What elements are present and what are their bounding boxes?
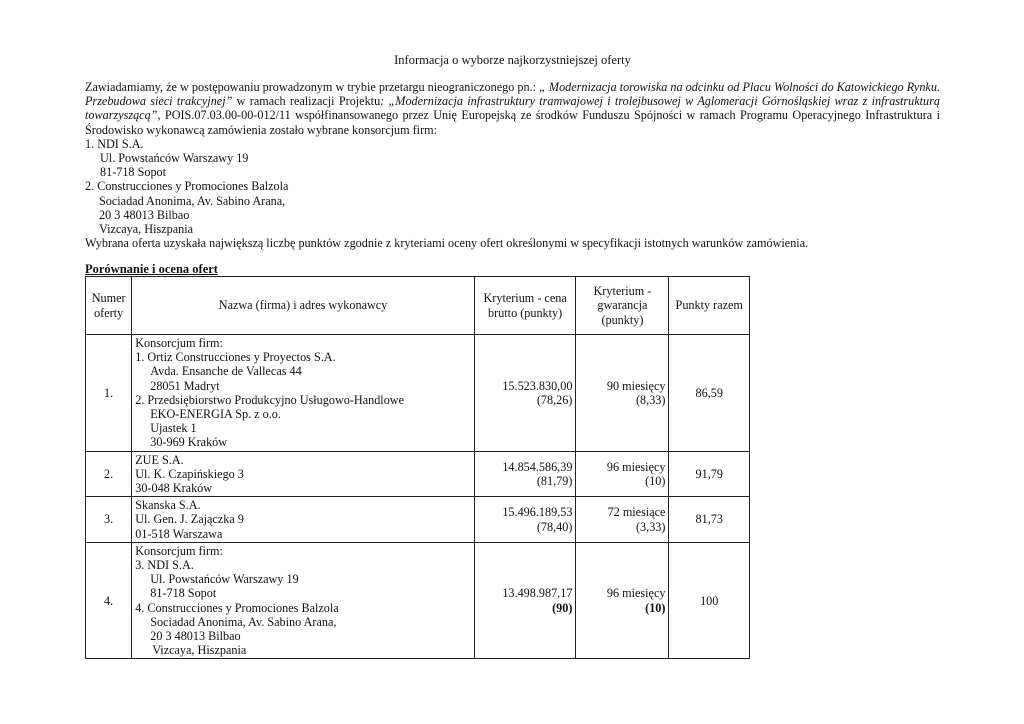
warranty-cell bbox=[576, 542, 669, 659]
price-cell bbox=[474, 542, 576, 659]
price-value: 14.854.586,39 bbox=[502, 459, 573, 474]
warranty-cell bbox=[576, 497, 669, 543]
total-points: 86,59 bbox=[669, 335, 750, 452]
table-row bbox=[86, 451, 750, 497]
winner-line: Ul. Powstańców Warszawy 19 bbox=[100, 151, 249, 166]
intro-project-name: „ Modernizacja torowiska na odcinku od Placu Wolności do Katowickiego Rynku. Przebudowa sieci trakcyjnej” bbox=[85, 80, 940, 109]
intro-tail: , POIS.07.03.00-00-012/11 współfinansowanego przez Unię Europejską ze środków Funduszu Spójności w ramach Programu Operacyjnego Infrastruktura i Środowisko wykonawcą zamówienia zostało wybrane konsorcjum firm: bbox=[85, 108, 940, 137]
document-title: Informacja o wyborze najkorzystniejszej oferty bbox=[394, 53, 631, 67]
winner-line: 1. NDI S.A. bbox=[85, 136, 144, 151]
offer-number: 1. bbox=[86, 335, 132, 452]
price-cell bbox=[474, 497, 576, 543]
intro-program-name: : „Modernizacja infrastruktury tramwajowej i trolejbusowej w Aglomeracji Górnośląskiej wraz z infrastrukturą towarzyszącą” bbox=[85, 94, 940, 123]
header-offer-number: Numer oferty bbox=[86, 277, 132, 335]
total-points: 81,73 bbox=[669, 497, 750, 543]
price-value: 13.498.987,17 bbox=[502, 586, 573, 601]
contractor-line: Konsorcjum firm: bbox=[135, 336, 223, 350]
intro-closing: Wybrana oferta uzyskała największą liczbę punktów zgodnie z kryteriami oceny ofert określonymi w specyfikacji istotnych warunków zamówienia. bbox=[85, 236, 809, 251]
contractor-line: 30-048 Kraków bbox=[135, 481, 213, 496]
winner-line: Vizcaya, Hiszpania bbox=[99, 222, 194, 237]
winner-line: 81-718 Sopot bbox=[100, 165, 167, 180]
table-row bbox=[86, 335, 750, 452]
warranty-cell bbox=[576, 335, 669, 452]
intro-paragraph bbox=[85, 80, 940, 137]
contractor-line: 4. Construcciones y Promociones Balzola bbox=[135, 600, 339, 615]
header-price-criterion: Kryterium - cena brutto (punkty) bbox=[474, 277, 576, 335]
warranty-points: (3,33) bbox=[636, 519, 666, 534]
contractor-line: Ul. Gen. J. Zajączka 9 bbox=[135, 512, 244, 527]
price-points: (78,26) bbox=[536, 392, 573, 407]
header-warranty-criterion: Kryterium - gwarancja (punkty) bbox=[576, 277, 669, 335]
warranty-value: 90 miesięcy bbox=[606, 378, 666, 393]
offers-comparison-table bbox=[85, 276, 750, 659]
table-header-row bbox=[86, 277, 750, 335]
intro-lead: Zawiadamiamy, że w postępowaniu prowadzonym w trybie przetargu nieograniczonego pn.: bbox=[85, 80, 540, 94]
total-points: 91,79 bbox=[669, 451, 750, 497]
contractor-line: 2. Przedsiębiorstwo Produkcyjno Usługowo-Handlowe bbox=[135, 392, 405, 407]
contractor-line: 3. NDI S.A. bbox=[135, 558, 194, 573]
contractor-line: Ul. K. Czapińskiego 3 bbox=[135, 466, 244, 481]
table-row bbox=[86, 542, 750, 659]
contractor-line: Avda. Ensanche de Vallecas 44 bbox=[150, 364, 302, 379]
contractor-line: 01-518 Warszawa bbox=[135, 526, 223, 541]
contractor-line: Ul. Powstańców Warszawy 19 bbox=[150, 572, 299, 587]
warranty-value: 96 miesięcy bbox=[606, 586, 666, 601]
warranty-value: 96 miesięcy bbox=[606, 459, 666, 474]
contractor-cell bbox=[132, 451, 475, 497]
section-title: Porównanie i ocena ofert bbox=[85, 262, 218, 276]
warranty-points: (8,33) bbox=[636, 392, 666, 407]
price-points: (81,79) bbox=[536, 473, 573, 488]
warranty-value: 72 miesiące bbox=[607, 505, 666, 520]
intro-block bbox=[85, 80, 940, 250]
contractor-line: Konsorcjum firm: bbox=[135, 543, 223, 558]
warranty-cell bbox=[576, 451, 669, 497]
price-value: 15.523.830,00 bbox=[502, 378, 573, 393]
winner-line: 2. Construcciones y Promociones Balzola bbox=[85, 179, 289, 194]
contractor-line: 20 3 48013 Bilbao bbox=[150, 629, 241, 644]
warranty-points: (10) bbox=[645, 473, 666, 488]
warranty-points: (10) bbox=[645, 600, 666, 615]
contractor-line: 30-969 Kraków bbox=[150, 435, 228, 450]
intro-mid: w ramach realizacji Projektu bbox=[232, 94, 381, 109]
contractor-line: ZUE S.A. bbox=[135, 452, 184, 467]
contractor-line: Ujastek 1 bbox=[150, 421, 197, 436]
table-row bbox=[86, 497, 750, 543]
offer-number: 3. bbox=[86, 497, 132, 543]
winner-line: 20 3 48013 Bilbao bbox=[99, 207, 190, 222]
contractor-cell bbox=[132, 497, 475, 543]
price-points: (90) bbox=[552, 600, 573, 615]
contractor-line: Skanska S.A. bbox=[135, 498, 201, 513]
price-value: 15.496.189,53 bbox=[502, 505, 573, 520]
winner-line: Sociadad Anonima, Av. Sabino Arana, bbox=[99, 193, 286, 208]
price-cell bbox=[474, 451, 576, 497]
contractor-line: 1. Ortiz Construcciones y Proyectos S.A. bbox=[135, 350, 336, 365]
contractor-line: Vizcaya, Hiszpania bbox=[152, 643, 247, 658]
price-cell bbox=[474, 335, 576, 452]
offer-number: 4. bbox=[86, 542, 132, 659]
contractor-cell bbox=[132, 542, 475, 659]
contractor-cell bbox=[132, 335, 475, 452]
contractor-line: 81-718 Sopot bbox=[150, 586, 217, 601]
price-points: (78,40) bbox=[536, 519, 573, 534]
total-points: 100 bbox=[669, 542, 750, 659]
header-total-points: Punkty razem bbox=[669, 277, 750, 335]
contractor-line: Sociadad Anonima, Av. Sabino Arana, bbox=[150, 614, 337, 629]
contractor-line: EKO-ENERGIA Sp. z o.o. bbox=[150, 407, 281, 422]
offer-number: 2. bbox=[86, 451, 132, 497]
header-contractor-name: Nazwa (firma) i adres wykonawcy bbox=[132, 277, 475, 335]
contractor-line: 28051 Madryt bbox=[150, 378, 220, 393]
